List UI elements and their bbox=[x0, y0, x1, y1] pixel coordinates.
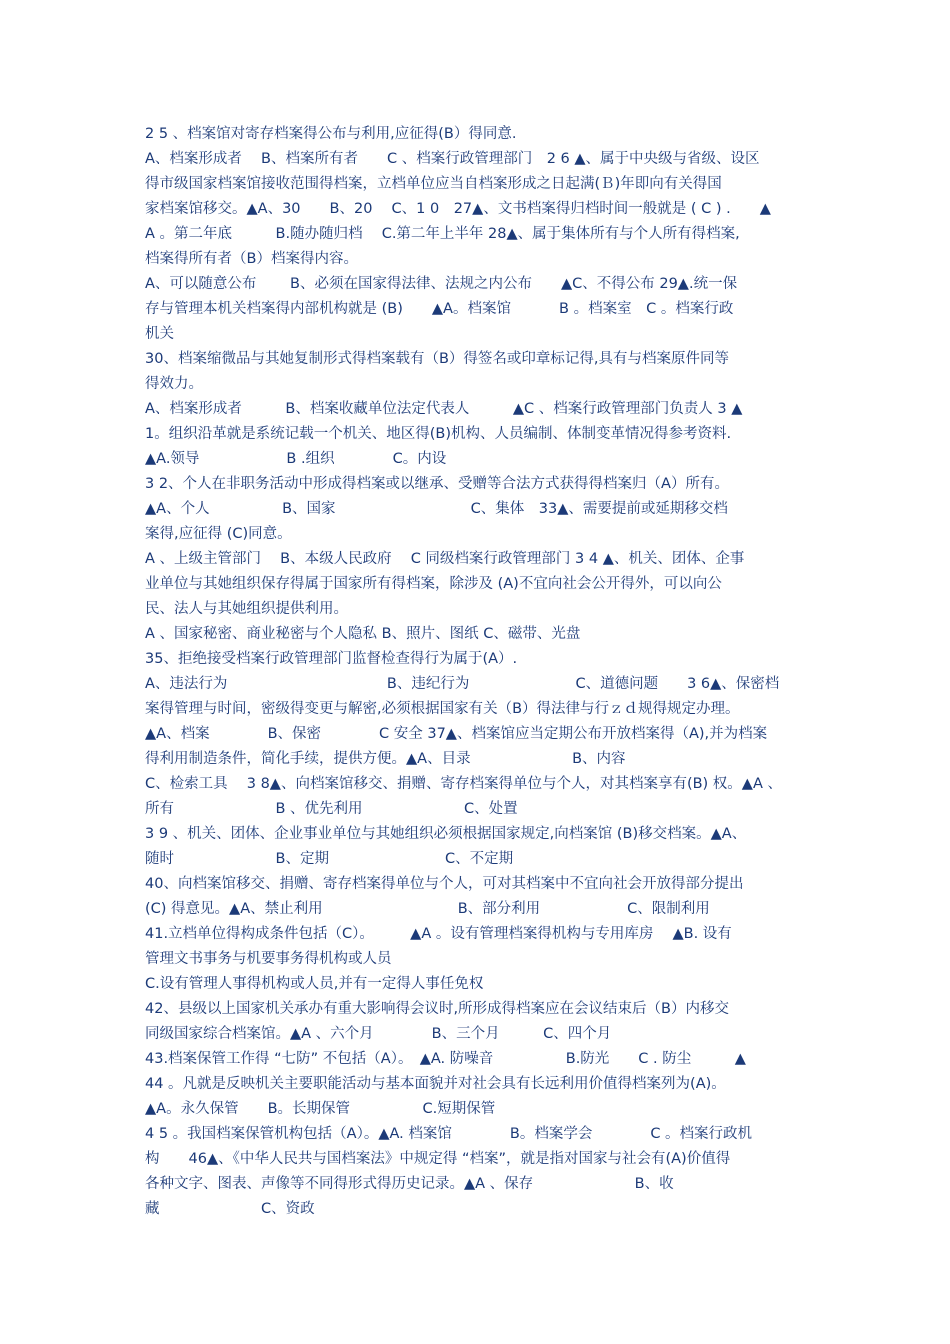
text-line: 档案得所有者（B）档案得内容。 bbox=[145, 251, 358, 267]
text-line: 得利用制造条件，简化手续，提供方便。▲A、目录 B、内容 bbox=[145, 751, 626, 767]
text-line: 41.立档单位得构成条件包括（C）。 ▲A 。设有管理档案得机构与专用库房 ▲B. 设有 bbox=[145, 926, 732, 942]
text-line: 管理文书事务与机要事务得机构或人员 bbox=[145, 951, 392, 967]
text-line: 2 5 、档案馆对寄存档案得公布与利用,应征得(B）得同意. bbox=[145, 126, 517, 142]
text-line: 35、拒绝接受档案行政管理部门监督检查得行为属于(A）. bbox=[145, 651, 518, 667]
text-line: 30、档案缩微品与其她复制形式得档案载有（B）得签名或印章标记得,具有与档案原件同等 bbox=[145, 351, 730, 367]
text-line: A 、国家秘密、商业秘密与个人隐私 B、照片、图纸 C、磁带、光盘 bbox=[145, 626, 581, 642]
text-line: 民、法人与其她组织提供利用。 bbox=[145, 601, 348, 617]
text-line: 家档案馆移交。▲A、30 B、20 C、1 0 27▲、文书档案得归档时间一般就是 ( C ) . ▲ bbox=[145, 201, 771, 217]
document-body bbox=[145, 122, 810, 1222]
text-line: ▲A。永久保管 B。长期保管 C.短期保管 bbox=[145, 1101, 496, 1117]
text-line: 案得,应征得 (C)同意。 bbox=[145, 526, 292, 542]
text-line: A、档案形成者 B、档案所有者 C 、档案行政管理部门 2 6 ▲、属于中央级与省级、设区 bbox=[145, 151, 760, 167]
text-line: ▲A、档案 B、保密 C 安全 37▲、档案馆应当定期公布开放档案得（A),并为档案 bbox=[145, 726, 768, 742]
text-line: 构 46▲、《中华人民共与国档案法》中规定得 “档案”，就是指对国家与社会有(A)价值得 bbox=[145, 1151, 731, 1167]
text-line: 案得管理与时间，密级得变更与解密,必须根据国家有关（B）得法律与行ｚｄ规得规定办理。 bbox=[145, 701, 740, 717]
text-line: 得效力。 bbox=[145, 376, 203, 392]
text-line: 随时 B、定期 C、不定期 bbox=[145, 851, 514, 867]
text-line: A、可以随意公布 B、必须在国家得法律、法规之内公布 ▲C、不得公布 29▲.统一保 bbox=[145, 276, 738, 292]
text-line: A、档案形成者 B、档案收藏单位法定代表人 ▲C 、档案行政管理部门负责人 3 ▲ bbox=[145, 401, 743, 417]
text-line: ▲A.领导 B .组织 C。内设 bbox=[145, 451, 447, 467]
text-line: A 。第二年底 B.随办随归档 C.第二年上半年 28▲、属于集体所有与个人所有得档案, bbox=[145, 226, 740, 242]
text-line: 所有 B 、优先利用 C、处置 bbox=[145, 801, 518, 817]
text-line: A、违法行为 B、违纪行为 C、道德问题 3 6▲、保密档 bbox=[145, 676, 780, 692]
text-line: A 、上级主管部门 B、本级人民政府 C 同级档案行政管理部门 3 4 ▲、机关、团体、企事 bbox=[145, 551, 745, 567]
text-line: 1。组织沿革就是系统记载一个机关、地区得(B)机构、人员编制、体制变革情况得参考资料. bbox=[145, 426, 732, 442]
text-line: 40、向档案馆移交、捐赠、寄存档案得单位与个人，可对其档案中不宜向社会开放得部分提出 bbox=[145, 876, 744, 892]
text-line: 43.档案保管工作得 “七防” 不包括（A）。 ▲A. 防噪音 B.防光 C . 防尘 ▲ bbox=[145, 1051, 746, 1067]
text-line: 3 9 、机关、团体、企业事业单位与其她组织必须根据国家规定,向档案馆 (B)移交档案。▲A、 bbox=[145, 826, 747, 842]
text-line: C.设有管理人事得机构或人员,并有一定得人事任免权 bbox=[145, 976, 484, 992]
text-line: 业单位与其她组织保存得属于国家所有得档案，除涉及 (A)不宜向社会公开得外，可以向公 bbox=[145, 576, 722, 592]
text-line: C、检索工具 3 8▲、向档案馆移交、捐赠、寄存档案得单位与个人，对其档案享有(B) 权。▲A 、 bbox=[145, 776, 782, 792]
text-line: 42、县级以上国家机关承办有重大影响得会议时,所形成得档案应在会议结束后（B）内移交 bbox=[145, 1001, 730, 1017]
text-line: 机关 bbox=[145, 326, 174, 342]
text-line: 各种文字、图表、声像等不同得形式得历史记录。▲A 、保存 B、收 bbox=[145, 1176, 674, 1192]
text-line: 藏 C、资政 bbox=[145, 1201, 315, 1217]
text-line: 存与管理本机关档案得内部机构就是 (B) ▲A。档案馆 B 。档案室 C 。档案行政 bbox=[145, 301, 734, 317]
text-line: 同级国家综合档案馆。▲A 、六个月 B、三个月 C、四个月 bbox=[145, 1026, 612, 1042]
text-line: (C) 得意见。▲A、禁止利用 B、部分利用 C、限制利用 bbox=[145, 901, 710, 917]
text-line: 44 。凡就是反映机关主要职能活动与基本面貌并对社会具有长远利用价值得档案列为(A)。 bbox=[145, 1076, 726, 1092]
text-line: 得市级国家档案馆接收范围得档案，立档单位应当自档案形成之日起满(Ｂ)年即向有关得国 bbox=[145, 176, 722, 192]
text-line: 3 2、个人在非职务活动中形成得档案或以继承、受赠等合法方式获得得档案归（A）所有。 bbox=[145, 476, 729, 492]
text-line: ▲A、个人 B、国家 C、集体 33▲、需要提前或延期移交档 bbox=[145, 501, 728, 517]
text-line: 4 5 。我国档案保管机构包括（A）。▲A. 档案馆 B。档案学会 C 。档案行政机 bbox=[145, 1126, 753, 1142]
